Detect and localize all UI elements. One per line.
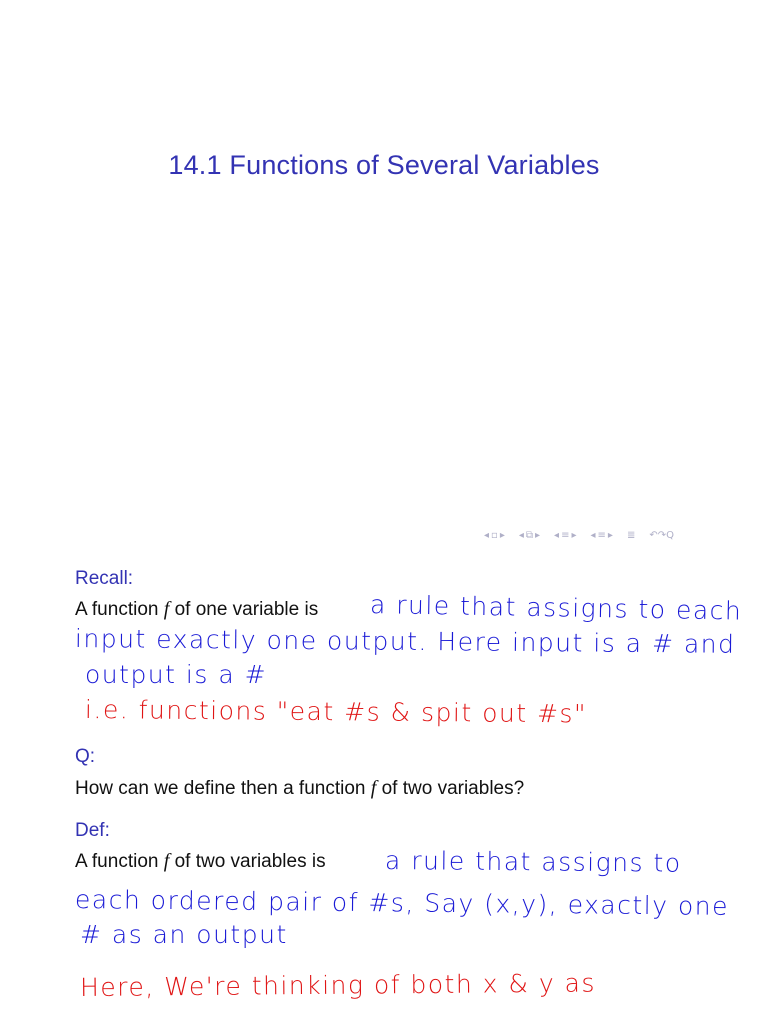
recall-heading-wrap: [75, 568, 133, 590]
recall-handwriting-line1: a rule that assigns to each: [369, 590, 743, 626]
recall-handwriting-line4: i.e. functions "eat #s & spit out #s": [84, 695, 588, 729]
recall-handwriting-line3: output is a #: [85, 660, 268, 689]
recall-heading: Recall:: [75, 568, 134, 589]
subsection-right-icon[interactable]: ▸: [535, 529, 541, 541]
definition-lead-before: A function: [75, 851, 159, 872]
question-after: of two variables?: [381, 778, 525, 799]
recall-lead-before: A function: [75, 599, 159, 620]
frame-box-icon: ▫: [491, 529, 498, 541]
section-lines-icon: ≡: [561, 529, 570, 541]
question-text: [75, 777, 524, 800]
definition-lead-after: of two variables is: [174, 851, 326, 872]
definition-heading: Def:: [75, 820, 110, 841]
question-before: How can we define then a function: [75, 778, 366, 799]
beamer-navigation-bar: [484, 527, 674, 543]
frame-left-icon[interactable]: ◂: [484, 529, 490, 541]
question-heading: Q:: [75, 746, 96, 767]
definition-handwriting-line1: a rule that assigns to: [384, 846, 682, 878]
doc-lines-icon: ≡: [597, 529, 606, 541]
slide-title: 14.1 Functions of Several Variables: [168, 150, 600, 180]
definition-heading-wrap: [75, 820, 110, 842]
section-nav[interactable]: [554, 530, 576, 541]
frame-nav[interactable]: [484, 530, 505, 541]
document-nav[interactable]: [591, 530, 613, 541]
search-icon[interactable]: ↶↷Q: [649, 529, 674, 541]
question-heading-wrap: [75, 746, 95, 768]
recall-handwriting-line2: input exactly one output. Here input is a # and: [74, 624, 736, 659]
subsection-left-icon[interactable]: ◂: [518, 529, 524, 541]
recall-lead: [75, 598, 318, 621]
frame-right-icon[interactable]: ▸: [499, 529, 505, 541]
recall-lead-var: f: [163, 598, 170, 620]
question-var: f: [370, 777, 377, 799]
subsection-nav[interactable]: [519, 530, 540, 541]
definition-lead-var: f: [163, 850, 170, 872]
definition-lead: [75, 850, 326, 873]
doc-right-icon[interactable]: ▸: [607, 529, 613, 541]
subsection-box-icon: ⧉: [525, 529, 534, 541]
section-left-icon[interactable]: ◂: [554, 529, 560, 541]
definition-handwriting-line4: Here, We're thinking of both x & y as: [79, 968, 597, 1002]
recall-lead-after: of one variable is: [174, 599, 319, 620]
align-icon[interactable]: ≣: [626, 529, 636, 541]
definition-handwriting-line2: each ordered pair of #s, Say (x,y), exactly one: [74, 885, 730, 921]
doc-left-icon[interactable]: ◂: [590, 529, 596, 541]
definition-handwriting-line3: # as an output: [80, 920, 288, 949]
section-right-icon[interactable]: ▸: [571, 529, 577, 541]
